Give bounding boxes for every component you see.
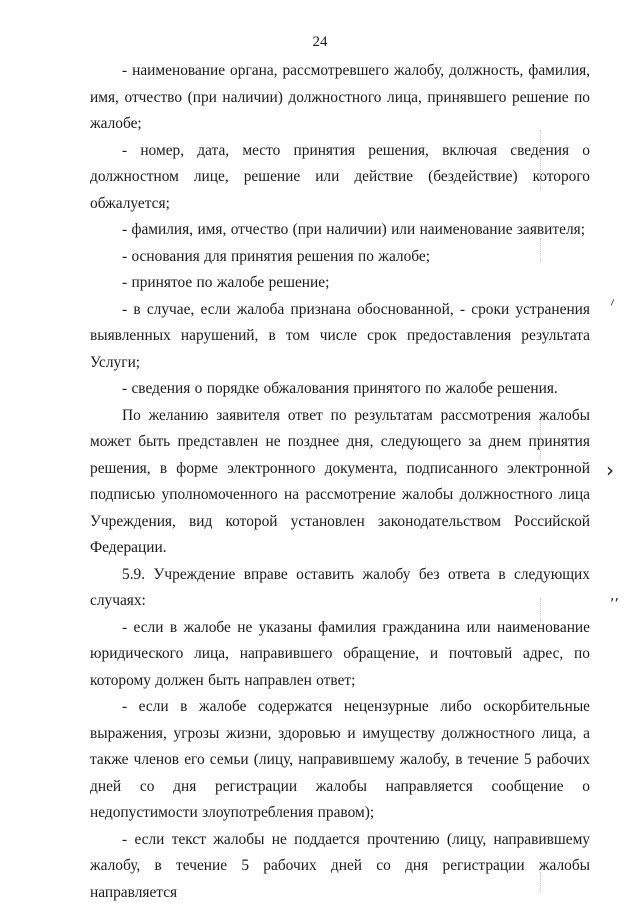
paragraph-9: - если в жалобе не указаны фамилия гражданина или наименование юридического лица, направившего обращение, и почтовый адрес, по которому должен быть направлен ответ; — [90, 615, 590, 695]
document-body — [90, 58, 590, 906]
scan-line — [540, 598, 542, 622]
paragraph-11: - если текст жалобы не поддается прочтению (лицу, направившему жалобу, в течение 5 рабочих дней со дня регистрации жалобы направляется — [90, 827, 590, 906]
scan-line — [540, 872, 542, 892]
scan-mark-hook: ⸝ — [605, 289, 618, 309]
paragraph-6: - сведения о порядке обжалования принятого по жалобе решения. — [90, 376, 590, 403]
scan-mark-comma: ,, — [610, 588, 619, 604]
paragraph-0: - наименование органа, рассмотревшего жалобу, должность, фамилия, имя, отчество (при наличии) должностного лица, принявшего решение по жалобе; — [90, 58, 590, 138]
paragraph-10: - если в жалобе содержатся нецензурные либо оскорбительные выражения, угрозы жизни, здоровью и имуществу должностного лица, а также членов его семьи (лицу, направившему жалобу, в течение 5 рабочих дней со дня регистрации жалобы направляется сообщение о недопустимости злоупотребления правом); — [90, 694, 590, 827]
paragraph-8: 5.9. Учреждение вправе оставить жалобу без ответа в следующих случаях: — [90, 562, 590, 615]
page-number: 24 — [0, 34, 640, 51]
paragraph-3: - основания для принятия решения по жалобе; — [90, 244, 590, 271]
scan-line — [540, 130, 542, 190]
paragraph-2: - фамилия, имя, отчество (при наличии) или наименование заявителя; — [90, 217, 590, 244]
scan-mark-chevron: › — [606, 458, 614, 482]
paragraph-5: - в случае, если жалоба признана обоснованной, - сроки устранения выявленных нарушений, в том числе срок предоставления результата Услуги; — [90, 297, 590, 377]
paragraph-4: - принятое по жалобе решение; — [90, 270, 590, 297]
paragraph-1: - номер, дата, место принятия решения, включая сведения о должностном лице, решение или действие (бездействие) которого обжалуется; — [90, 138, 590, 218]
scan-line — [540, 420, 542, 460]
scan-line — [540, 238, 542, 262]
paragraph-7: По желанию заявителя ответ по результатам рассмотрения жалобы может быть представлен не позднее дня, следующего за днем принятия решения, в форме электронного документа, подписанного электронной подписью уполномоченного на рассмотрение жалобы должностного лица Учреждения, вид которой установлен законодательством Российской Федерации. — [90, 403, 590, 562]
